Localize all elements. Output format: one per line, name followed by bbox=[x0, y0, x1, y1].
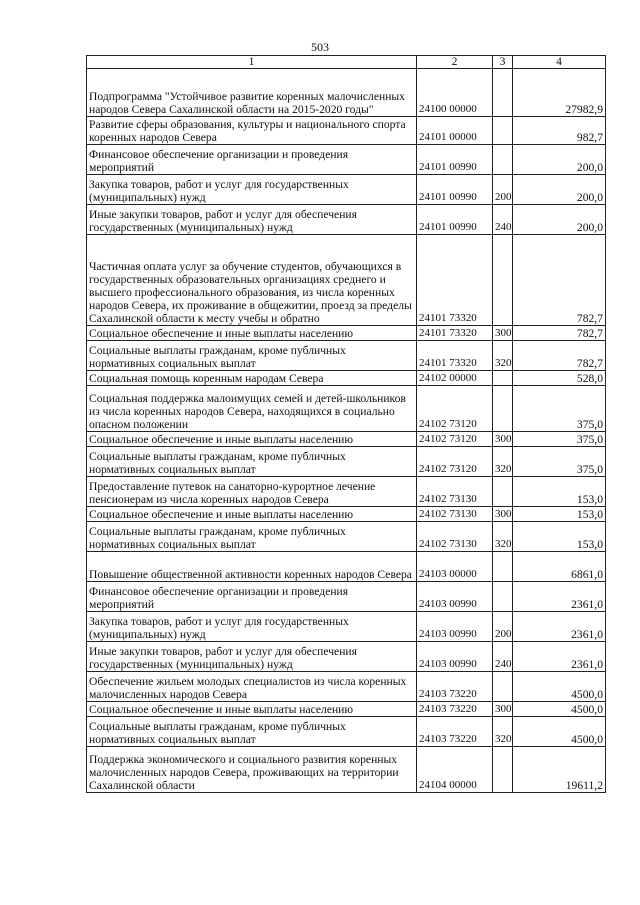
row-amount: 4500,0 bbox=[513, 702, 606, 717]
row-code: 24101 73320 bbox=[417, 341, 493, 371]
table-row bbox=[87, 672, 606, 702]
table-row bbox=[87, 205, 606, 235]
row-expense-type bbox=[493, 477, 513, 507]
table-row bbox=[87, 69, 606, 117]
table-row bbox=[87, 145, 606, 175]
row-amount: 2361,0 bbox=[513, 642, 606, 672]
row-amount: 153,0 bbox=[513, 507, 606, 522]
row-code: 24101 00990 bbox=[417, 175, 493, 205]
row-expense-type bbox=[493, 145, 513, 175]
row-amount: 2361,0 bbox=[513, 582, 606, 612]
table-row bbox=[87, 117, 606, 145]
page-number: 503 bbox=[311, 40, 329, 54]
table-row bbox=[87, 341, 606, 371]
table-row bbox=[87, 522, 606, 552]
table-row bbox=[87, 235, 606, 326]
table-row bbox=[87, 642, 606, 672]
row-expense-type bbox=[493, 117, 513, 145]
table-row bbox=[87, 702, 606, 717]
row-code: 24101 00000 bbox=[417, 117, 493, 145]
row-expense-type: 200 bbox=[493, 175, 513, 205]
row-amount: 6861,0 bbox=[513, 552, 606, 582]
row-name: Частичная оплата услуг за обучение студентов, обучающихся в государственных образовательных организациях среднего и высшего профессионального образования, из числа коренных народов Севера, их проживание в общежитии, проезд за пределы Сахалинской области к месту учебы и обратно bbox=[87, 235, 417, 326]
row-name: Социальная помощь коренным народам Севера bbox=[87, 371, 417, 386]
row-name: Социальная поддержка малоимущих семей и детей-школьников из числа коренных народов Севера, находящихся в социально опасном положении bbox=[87, 386, 417, 432]
row-name: Социальные выплаты гражданам, кроме публичных нормативных социальных выплат bbox=[87, 717, 417, 747]
row-code: 24101 73320 bbox=[417, 326, 493, 341]
row-name: Закупка товаров, работ и услуг для государственных (муниципальных) нужд bbox=[87, 612, 417, 642]
row-code: 24102 73130 bbox=[417, 522, 493, 552]
column-number-3: 3 bbox=[493, 56, 513, 69]
row-expense-type: 300 bbox=[493, 507, 513, 522]
row-code: 24102 73130 bbox=[417, 507, 493, 522]
row-code: 24103 73220 bbox=[417, 672, 493, 702]
row-code: 24103 73220 bbox=[417, 717, 493, 747]
column-number-2: 2 bbox=[417, 56, 493, 69]
row-expense-type: 240 bbox=[493, 205, 513, 235]
row-name: Социальное обеспечение и иные выплаты населению bbox=[87, 702, 417, 717]
table-row bbox=[87, 447, 606, 477]
row-amount: 375,0 bbox=[513, 447, 606, 477]
row-code: 24103 00990 bbox=[417, 582, 493, 612]
row-amount: 200,0 bbox=[513, 205, 606, 235]
row-name: Подпрограмма "Устойчивое развитие коренных малочисленных народов Севера Сахалинской области на 2015-2020 годы" bbox=[87, 69, 417, 117]
row-code: 24103 00990 bbox=[417, 612, 493, 642]
row-expense-type bbox=[493, 371, 513, 386]
column-number-4: 4 bbox=[513, 56, 606, 69]
row-expense-type: 320 bbox=[493, 341, 513, 371]
row-expense-type: 300 bbox=[493, 702, 513, 717]
row-code: 24104 00000 bbox=[417, 747, 493, 793]
row-code: 24102 73130 bbox=[417, 477, 493, 507]
row-expense-type: 320 bbox=[493, 522, 513, 552]
row-name: Иные закупки товаров, работ и услуг для обеспечения государственных (муниципальных) нужд bbox=[87, 205, 417, 235]
row-code: 24101 00990 bbox=[417, 205, 493, 235]
row-expense-type bbox=[493, 69, 513, 117]
table-row bbox=[87, 175, 606, 205]
row-name: Обеспечение жильем молодых специалистов из числа коренных малочисленных народов Севера bbox=[87, 672, 417, 702]
row-amount: 200,0 bbox=[513, 175, 606, 205]
row-amount: 200,0 bbox=[513, 145, 606, 175]
table-row bbox=[87, 507, 606, 522]
row-name: Развитие сферы образования, культуры и национального спорта коренных народов Севера bbox=[87, 117, 417, 145]
table-row bbox=[87, 432, 606, 447]
row-amount: 782,7 bbox=[513, 235, 606, 326]
table-row bbox=[87, 747, 606, 793]
row-amount: 19611,2 bbox=[513, 747, 606, 793]
row-amount: 375,0 bbox=[513, 386, 606, 432]
row-code: 24102 73120 bbox=[417, 386, 493, 432]
row-amount: 528,0 bbox=[513, 371, 606, 386]
row-amount: 4500,0 bbox=[513, 672, 606, 702]
row-expense-type bbox=[493, 747, 513, 793]
row-expense-type bbox=[493, 552, 513, 582]
row-code: 24102 00000 bbox=[417, 371, 493, 386]
row-name: Иные закупки товаров, работ и услуг для обеспечения государственных (муниципальных) нужд bbox=[87, 642, 417, 672]
row-code: 24102 73120 bbox=[417, 432, 493, 447]
table-row bbox=[87, 612, 606, 642]
row-name: Социальное обеспечение и иные выплаты населению bbox=[87, 507, 417, 522]
row-amount: 4500,0 bbox=[513, 717, 606, 747]
table-row bbox=[87, 582, 606, 612]
table-row bbox=[87, 326, 606, 341]
row-expense-type: 320 bbox=[493, 717, 513, 747]
row-name: Повышение общественной активности коренных народов Севера bbox=[87, 552, 417, 582]
row-amount: 375,0 bbox=[513, 432, 606, 447]
row-name: Предоставление путевок на санаторно-курортное лечение пенсионерам из числа коренных народов Севера bbox=[87, 477, 417, 507]
row-expense-type: 300 bbox=[493, 432, 513, 447]
row-code: 24103 00000 bbox=[417, 552, 493, 582]
row-amount: 27982,9 bbox=[513, 69, 606, 117]
row-expense-type: 240 bbox=[493, 642, 513, 672]
column-number-row bbox=[87, 56, 606, 69]
row-code: 24103 73220 bbox=[417, 702, 493, 717]
row-amount: 153,0 bbox=[513, 522, 606, 552]
row-expense-type bbox=[493, 235, 513, 326]
budget-table-body bbox=[87, 56, 606, 793]
row-name: Социальные выплаты гражданам, кроме публичных нормативных социальных выплат bbox=[87, 341, 417, 371]
row-code: 24101 00990 bbox=[417, 145, 493, 175]
row-amount: 153,0 bbox=[513, 477, 606, 507]
row-expense-type bbox=[493, 386, 513, 432]
row-name: Социальное обеспечение и иные выплаты населению bbox=[87, 432, 417, 447]
row-expense-type bbox=[493, 582, 513, 612]
row-expense-type: 300 bbox=[493, 326, 513, 341]
row-code: 24100 00000 bbox=[417, 69, 493, 117]
row-name: Социальные выплаты гражданам, кроме публичных нормативных социальных выплат bbox=[87, 522, 417, 552]
row-expense-type: 200 bbox=[493, 612, 513, 642]
row-amount: 982,7 bbox=[513, 117, 606, 145]
row-code: 24103 00990 bbox=[417, 642, 493, 672]
table-row bbox=[87, 552, 606, 582]
row-name: Социальные выплаты гражданам, кроме публичных нормативных социальных выплат bbox=[87, 447, 417, 477]
row-name: Поддержка экономического и социального развития коренных малочисленных народов Севера, проживающих на территории Сахалинской области bbox=[87, 747, 417, 793]
row-name: Социальное обеспечение и иные выплаты населению bbox=[87, 326, 417, 341]
row-amount: 2361,0 bbox=[513, 612, 606, 642]
row-name: Финансовое обеспечение организации и проведения мероприятий bbox=[87, 582, 417, 612]
row-code: 24102 73120 bbox=[417, 447, 493, 477]
row-expense-type: 320 bbox=[493, 447, 513, 477]
table-row bbox=[87, 371, 606, 386]
row-name: Закупка товаров, работ и услуг для государственных (муниципальных) нужд bbox=[87, 175, 417, 205]
row-name: Финансовое обеспечение организации и проведения мероприятий bbox=[87, 145, 417, 175]
row-code: 24101 73320 bbox=[417, 235, 493, 326]
row-expense-type bbox=[493, 672, 513, 702]
table-row bbox=[87, 386, 606, 432]
table-row bbox=[87, 477, 606, 507]
column-number-1: 1 bbox=[87, 56, 417, 69]
row-amount: 782,7 bbox=[513, 326, 606, 341]
row-amount: 782,7 bbox=[513, 341, 606, 371]
table-row bbox=[87, 717, 606, 747]
budget-table bbox=[86, 55, 606, 793]
